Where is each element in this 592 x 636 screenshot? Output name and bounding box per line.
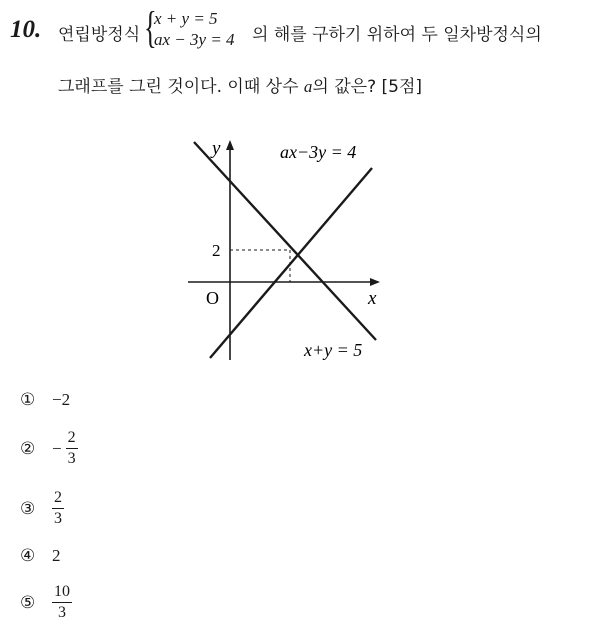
origin-label: O — [206, 288, 219, 308]
option-3-denominator: 3 — [54, 510, 62, 527]
y-tick-label: 2 — [212, 241, 221, 260]
equation-1: x + y = 5 — [154, 9, 218, 28]
option-1-value: −2 — [52, 390, 71, 409]
x-axis-arrow — [370, 278, 380, 286]
question-number: 10. — [10, 16, 42, 43]
option-5-denominator: 3 — [58, 604, 66, 621]
constant-a: a — [303, 77, 313, 96]
question-text-line2-a: 그래프를 그린 것이다. 이때 상수 — [58, 77, 299, 97]
y-axis-label: y — [212, 138, 221, 159]
question-text-rest: 의 해를 구하기 위하여 두 일차방정식의 — [252, 25, 542, 45]
option-2-fraction — [66, 428, 78, 469]
line-upper-label: ax−3y = 4 — [280, 142, 357, 162]
x-axis-label: x — [368, 288, 377, 309]
option-5-fraction — [52, 582, 72, 623]
option-4[interactable] — [20, 546, 61, 566]
option-5[interactable] — [20, 582, 72, 623]
line-graph — [180, 132, 410, 372]
question-text-line2-b: 의 값은? [5점] — [312, 77, 423, 97]
option-5-mark: ⑤ — [20, 592, 36, 613]
option-5-numerator: 10 — [52, 582, 72, 603]
line-ax-minus-3y-4 — [210, 168, 372, 358]
line-x-plus-y-5 — [194, 142, 376, 340]
line-lower-label: x+y = 5 — [304, 340, 363, 360]
option-2-denominator: 3 — [67, 450, 76, 467]
option-4-mark: ④ — [20, 546, 36, 566]
option-1-mark: ① — [20, 390, 36, 410]
option-4-value: 2 — [52, 546, 61, 565]
option-3-mark: ③ — [20, 498, 36, 519]
equation-system — [154, 8, 235, 50]
option-2[interactable] — [20, 428, 78, 469]
question-text-intro: 연립방정식 — [58, 25, 141, 45]
option-2-numerator: 2 — [66, 428, 78, 449]
option-2-mark: ② — [20, 438, 36, 459]
option-3-fraction — [52, 488, 64, 529]
option-2-sign: − — [52, 438, 62, 458]
option-3-numerator: 2 — [52, 488, 64, 509]
y-axis-arrow — [226, 140, 234, 150]
system-brace: { — [144, 3, 157, 52]
option-3[interactable] — [20, 488, 64, 529]
equation-2: ax − 3y = 4 — [154, 30, 235, 49]
option-1[interactable] — [20, 390, 70, 410]
question-text-line2 — [58, 72, 422, 97]
